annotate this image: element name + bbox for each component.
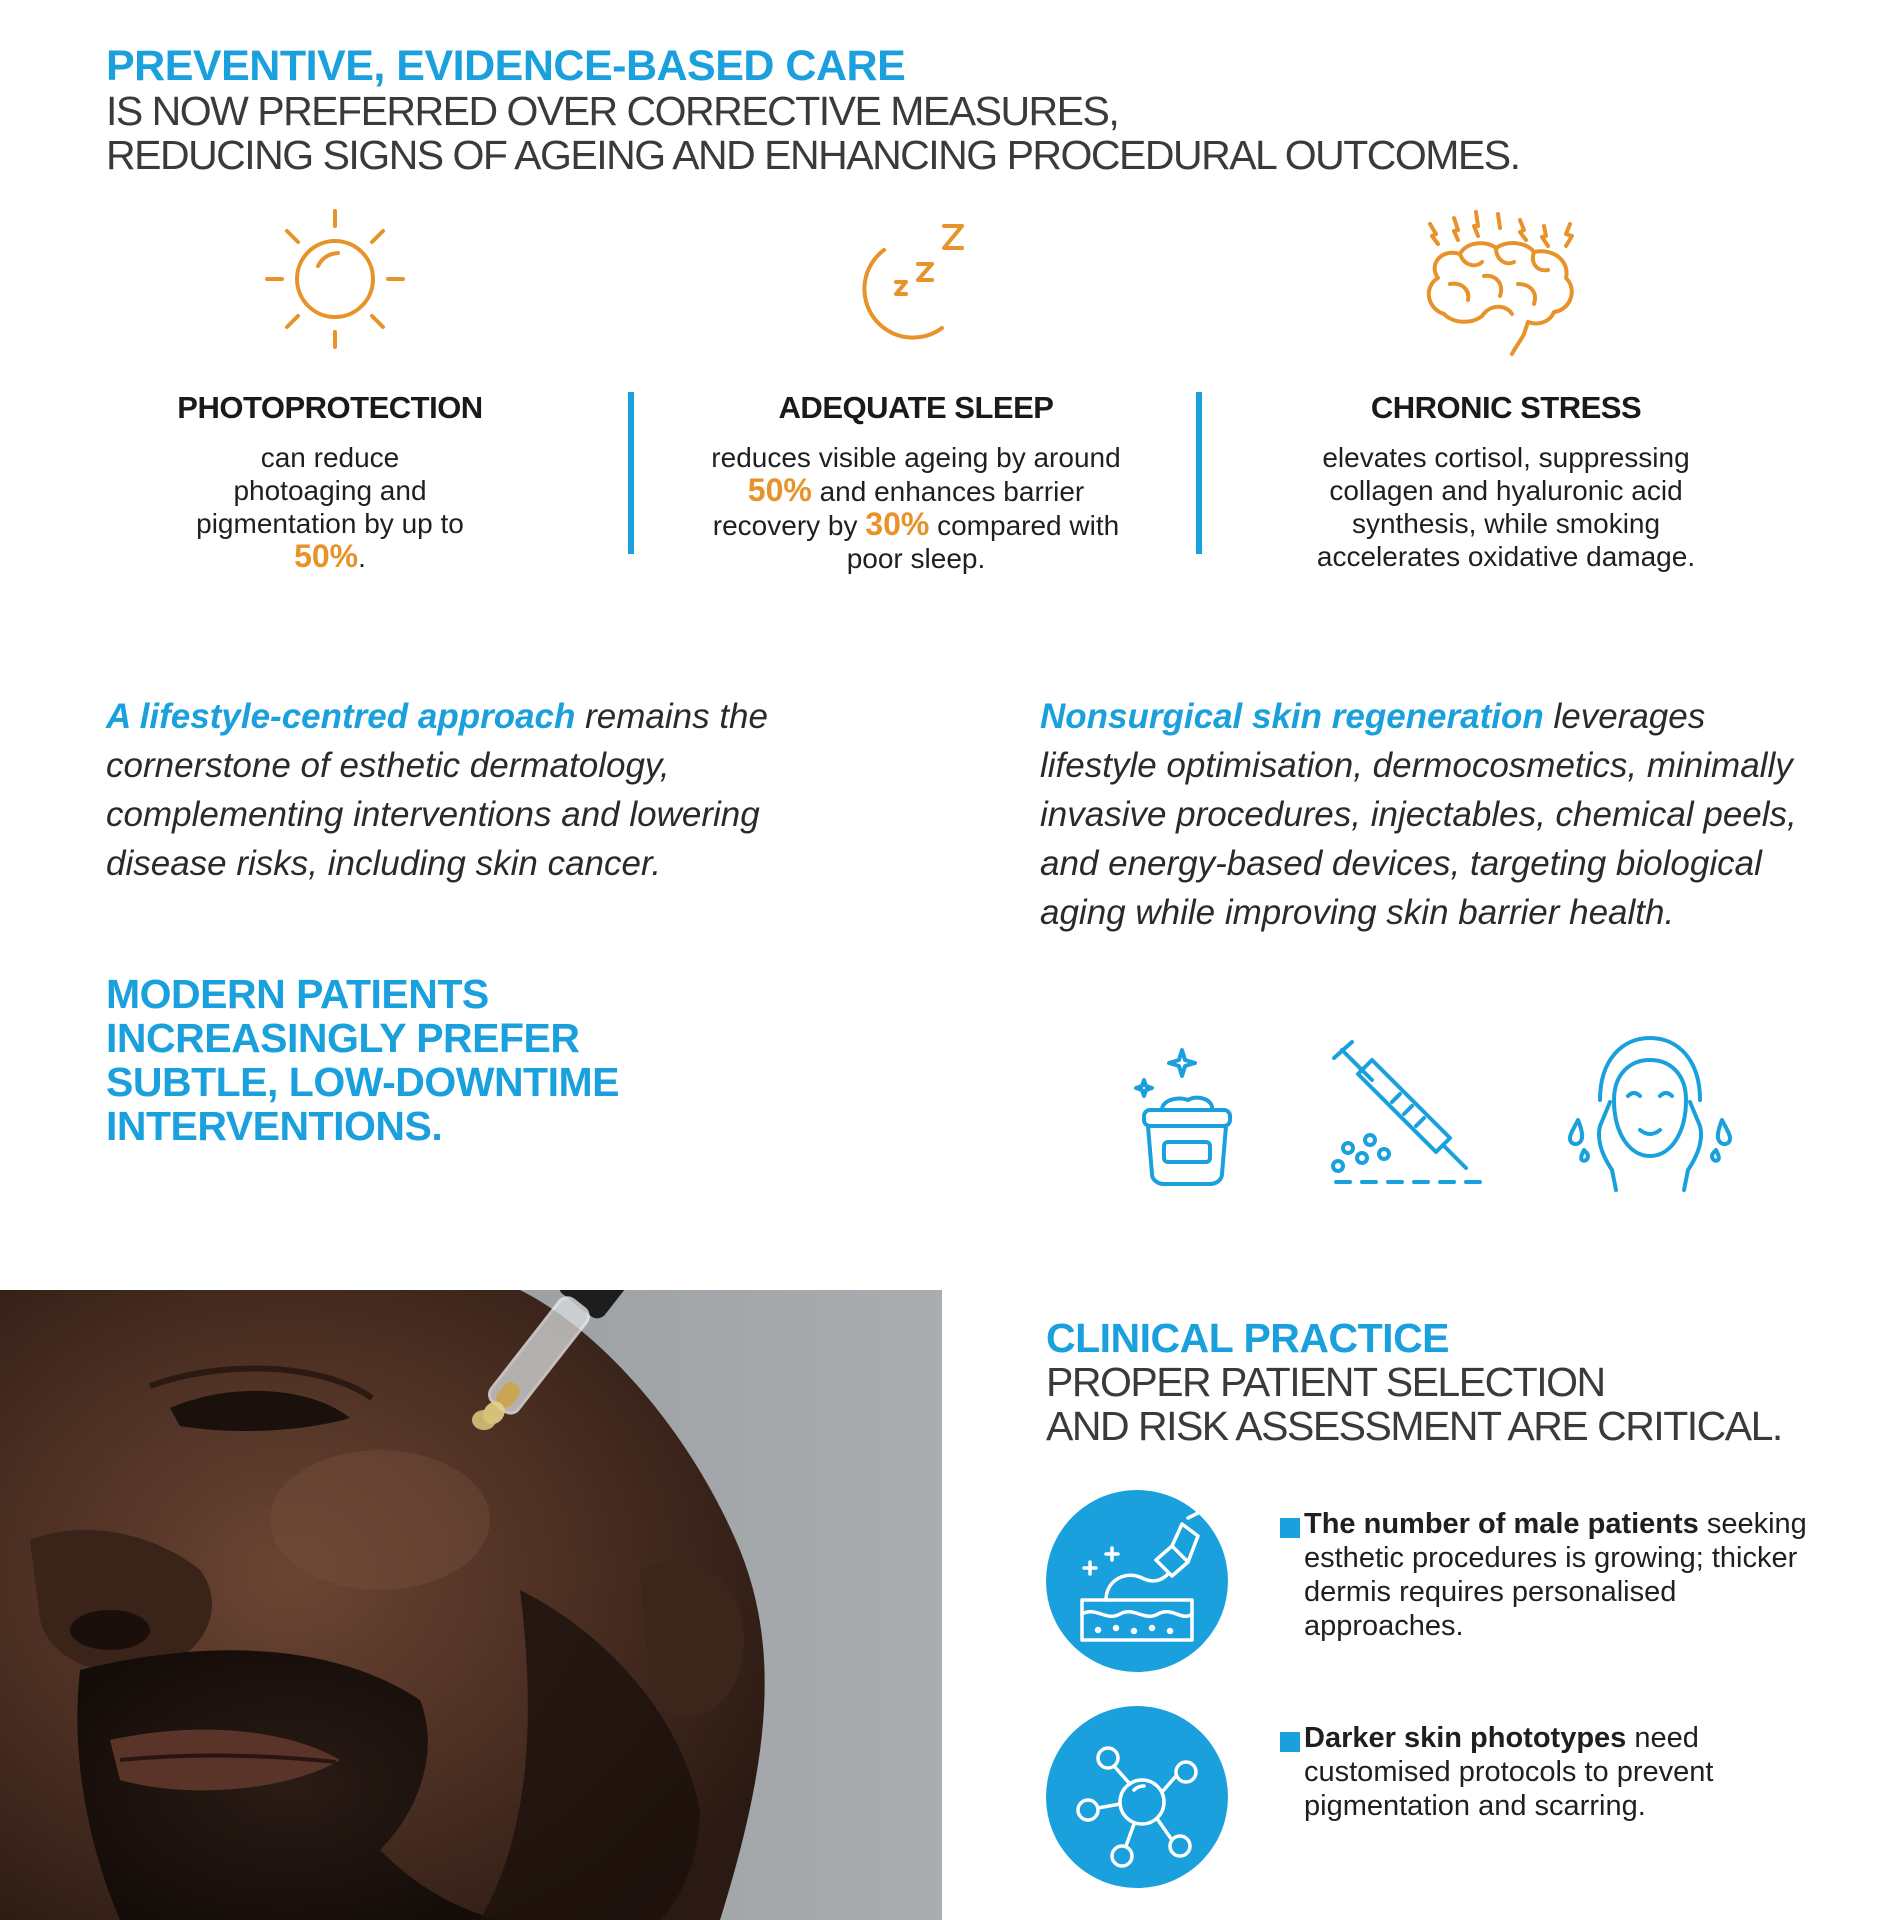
column-divider	[1196, 392, 1202, 554]
factor-text-sleep: reduces visible ageing by around 50% and enhances barrier recovery by 30% compared with poor sleep.	[711, 442, 1121, 574]
syringe-icon	[1326, 1040, 1494, 1188]
bullet-marker	[1280, 1732, 1300, 1752]
skin-cream-application-icon	[1046, 1490, 1228, 1672]
bullet-marker	[1280, 1518, 1300, 1538]
highlight-50-percent: 50%	[294, 538, 359, 574]
nonsurgical-paragraph: Nonsurgical skin regeneration leverages lifestyle optimisation, dermocosmetics, minimally invasive procedures, injectables, chemical peels, and energy-based devices, targeting biological aging while improving skin barrier health.	[1040, 697, 1797, 932]
factor-title-sleep: ADEQUATE SLEEP	[778, 390, 1054, 425]
highlight-50-percent: 50%	[747, 472, 812, 508]
clinical-practice-subtitle-line-2: AND RISK ASSESSMENT ARE CRITICAL.	[1046, 1403, 1782, 1449]
column-divider	[628, 392, 634, 554]
highlight-30-percent: 30%	[865, 506, 930, 542]
bullet-male-patients: The number of male patients seeking esthetic procedures is growing; thicker dermis requires personalised approaches.	[1304, 1508, 1807, 1642]
stressed-brain-icon	[1420, 204, 1586, 364]
face-wash-icon	[1560, 1030, 1740, 1192]
page-title: PREVENTIVE, EVIDENCE-BASED CARE	[106, 42, 906, 90]
hero-photo-man-with-dropper	[0, 1290, 942, 1920]
factor-title-photoprotection: PHOTOPROTECTION	[177, 390, 483, 425]
cream-jar-icon	[1132, 1044, 1242, 1188]
factor-title-stress: CHRONIC STRESS	[1370, 390, 1642, 425]
moon-sleep-icon	[846, 212, 986, 342]
bullet-darker-skin: Darker skin phototypes need customised protocols to prevent pigmentation and scarring.	[1304, 1722, 1714, 1822]
modern-patients-statement: MODERN PATIENTS INCREASINGLY PREFER SUBTLE, LOW-DOWNTIME INTERVENTIONS.	[106, 971, 619, 1149]
page-subtitle-line-1: IS NOW PREFERRED OVER CORRECTIVE MEASURES,	[106, 88, 1119, 134]
factor-text-photoprotection: can reduce photoaging and pigmentation by up to 50%.	[196, 442, 464, 574]
clinical-practice-title: CLINICAL PRACTICE	[1046, 1315, 1450, 1361]
molecule-icon	[1046, 1706, 1228, 1888]
factor-text-stress: elevates cortisol, suppressing collagen and hyaluronic acid synthesis, while smoking accelerates oxidative damage.	[1316, 442, 1696, 572]
lifestyle-paragraph: A lifestyle-centred approach remains the cornerstone of esthetic dermatology, complementing interventions and lowering disease risks, including skin cancer.	[106, 697, 768, 883]
page-subtitle-line-2: REDUCING SIGNS OF AGEING AND ENHANCING PROCEDURAL OUTCOMES.	[106, 132, 1520, 178]
sun-icon	[262, 206, 408, 352]
clinical-practice-subtitle-line-1: PROPER PATIENT SELECTION	[1046, 1359, 1605, 1405]
